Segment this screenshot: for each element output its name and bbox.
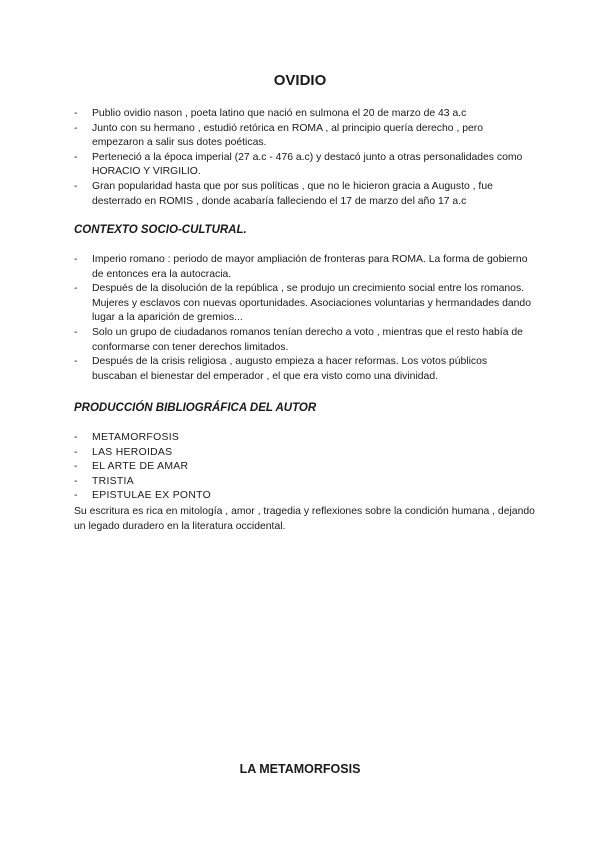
list-item: - TRISTIA	[74, 475, 534, 490]
list-item: - Después de la crisis religiosa , augusto empieza a hacer reformas. Los votos públicos buscaban el bienestar del emperador , el que era visto como una divinidad.	[74, 355, 534, 384]
list-item: - Después de la disolución de la república , se produjo un crecimiento social entre los romanos. Mujeres y esclavos con nuevas oportunidades. Asociaciones voluntarias y hermandades dando lugar a la aparición de gremios...	[74, 282, 534, 326]
list-item: - Publio ovidio nason , poeta latino que nació en sulmona el 20 de marzo de 43 a.c	[74, 107, 534, 122]
list-item: - Solo un grupo de ciudadanos romanos tenían derecho a voto , mientras que el resto había de conformarse con tener derechos limitados.	[74, 326, 534, 355]
list-item: - Junto con su hermano , estudió retórica en ROMA , al principio quería derecho , pero empezaron a salir sus dotes poéticas.	[74, 122, 534, 151]
list-item: - Imperio romano : periodo de mayor ampliación de fronteras para ROMA. La forma de gobierno de entonces era la autocracia.	[74, 253, 534, 282]
bio-list	[74, 107, 534, 209]
list-item: - Perteneció a la época imperial (27 a.c - 476 a.c) y destacó junto a otras personalidades como HORACIO Y VIRGILIO.	[74, 151, 534, 180]
page-title: OVIDIO	[273, 72, 327, 89]
context-list	[74, 253, 534, 384]
list-item: - Gran popularidad hasta que por sus políticas , que no le hicieron gracia a Augusto , fue desterrado en ROMIS , donde acabaría falleciendo el 17 de marzo del año 17 a.c	[74, 180, 534, 209]
list-item: - EPISTULAE EX PONTO	[74, 489, 534, 504]
bio-section	[74, 107, 534, 209]
section-title: LA METAMORFOSIS	[239, 762, 361, 776]
list-item: - LAS HEROIDAS	[74, 446, 534, 461]
context-heading: CONTEXTO SOCIO-CULTURAL.	[74, 224, 247, 236]
list-item: - METAMORFOSIS	[74, 431, 534, 446]
works-list	[74, 431, 534, 504]
list-item: - EL ARTE DE AMAR	[74, 460, 534, 475]
works-section	[74, 431, 534, 504]
context-section	[74, 253, 534, 384]
production-heading: PRODUCCIÓN BIBLIOGRÁFICA DEL AUTOR	[74, 402, 317, 414]
production-summary: Su escritura es rica en mitología , amor , tragedia y reflexiones sobre la condición humana , dejando un legado duradero en la literatura occidental.	[74, 506, 535, 532]
